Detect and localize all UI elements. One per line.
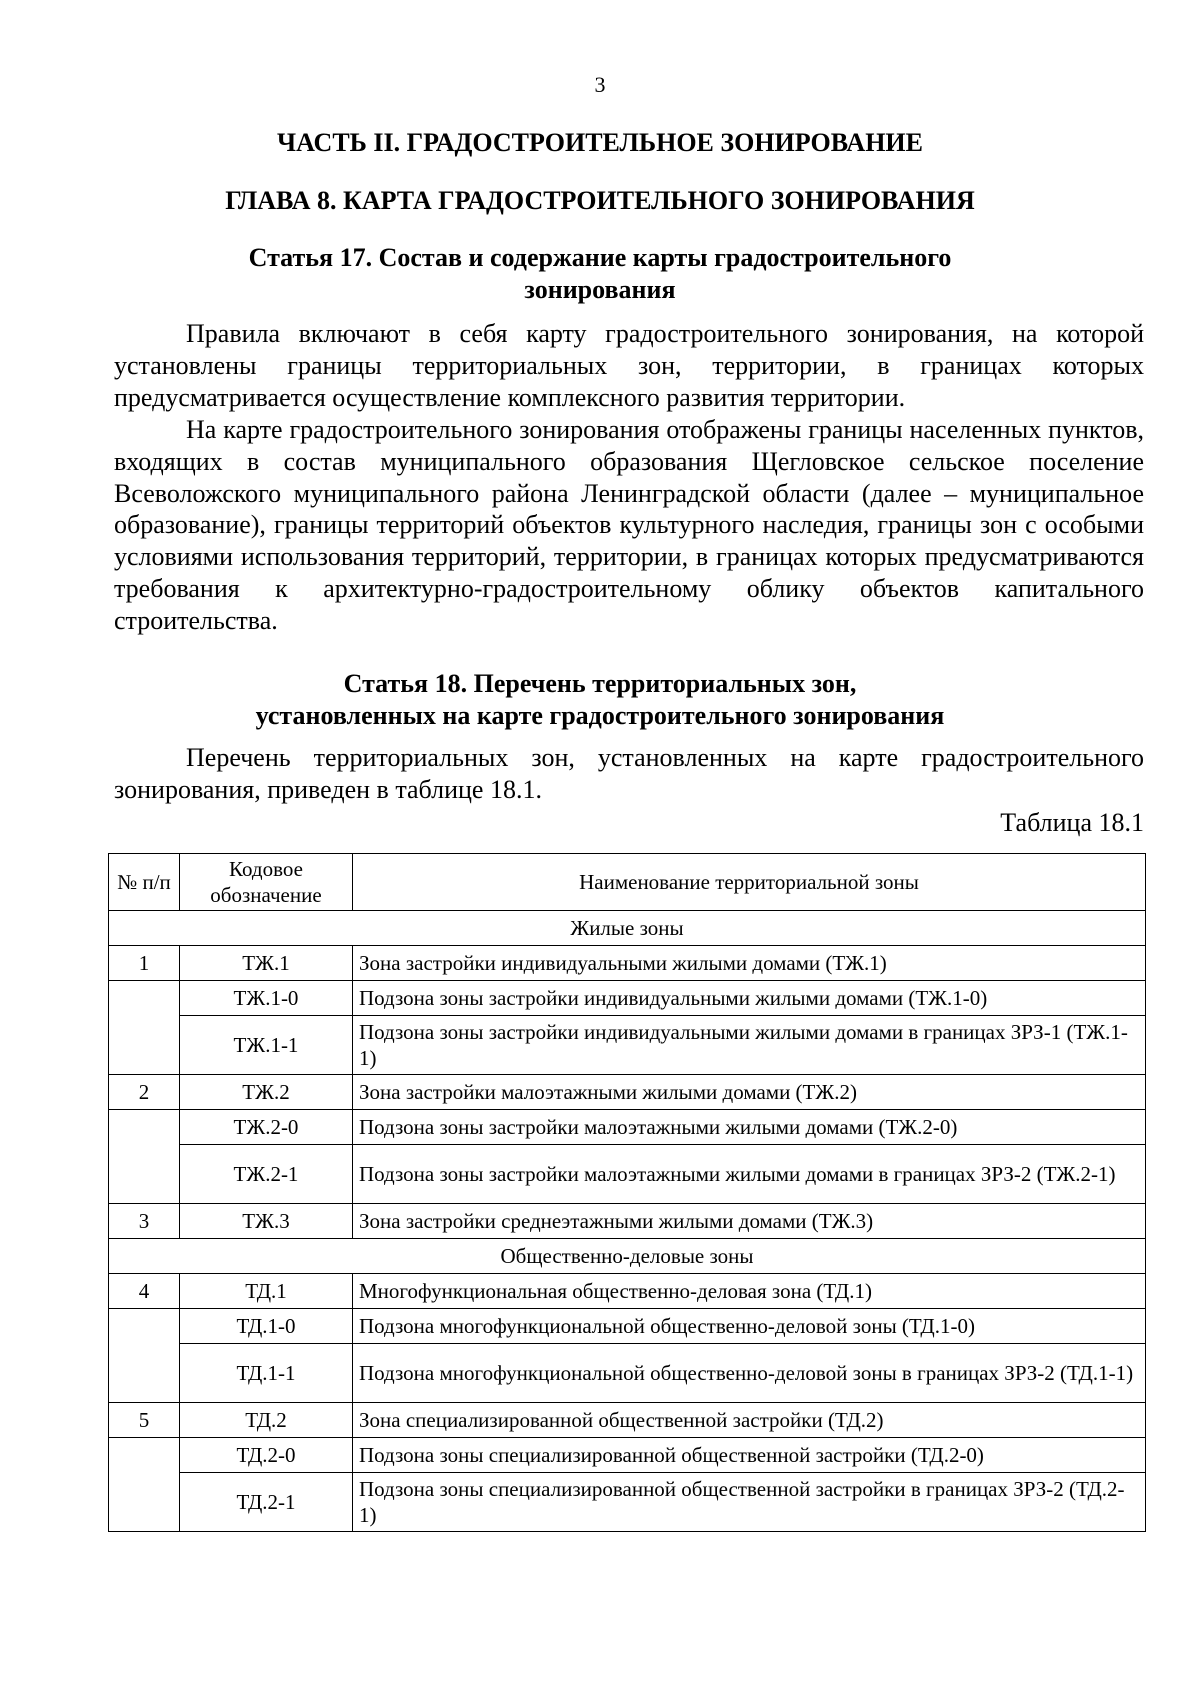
row-name: Подзона многофункциональной общественно-деловой зоны (ТД.1-0) [353,1309,1146,1344]
table-row [109,946,1146,981]
article-17-title-line2: зонирования [524,275,676,304]
article-18-title [0,668,1200,732]
row-num: 1 [109,946,180,981]
row-code: ТД.2-1 [180,1473,353,1532]
row-name: Подзона многофункциональной общественно-деловой зоны в границах ЗРЗ-2 (ТД.1-1) [353,1344,1146,1403]
table-row [109,1016,1146,1075]
table-row [109,1274,1146,1309]
table-row [109,1204,1146,1239]
table-row [109,1403,1146,1438]
group-row-residential [109,911,1146,946]
row-num: 4 [109,1274,180,1309]
article-17-title [0,242,1200,306]
row-code: ТД.2 [180,1403,353,1438]
article-18-title-line1: Статья 18. Перечень территориальных зон, [343,669,857,698]
page-number: 3 [594,72,606,97]
row-code: ТЖ.3 [180,1204,353,1239]
row-code: ТЖ.1-1 [180,1016,353,1075]
row-name: Подзона зоны специализированной общественной застройки в границах ЗРЗ-2 (ТД.2-1) [353,1473,1146,1532]
table-row [109,981,1146,1016]
header-code: Кодовое обозначение [180,854,353,911]
article-18-paragraph: Перечень территориальных зон, установленных на карте градостроительного зонирования, приведен в таблице 18.1. [114,743,1144,804]
row-name: Подзона зоны застройки индивидуальными жилыми домами в границах ЗРЗ-1 (ТЖ.1-1) [353,1016,1146,1075]
row-code: ТЖ.1-0 [180,981,353,1016]
table-row [109,1473,1146,1532]
row-num [109,1438,180,1532]
row-name: Зона застройки малоэтажными жилыми домами (ТЖ.2) [353,1075,1146,1110]
row-num [109,1309,180,1403]
table-caption: Таблица 18.1 [1000,808,1144,837]
table-row [109,1075,1146,1110]
row-name: Зона застройки индивидуальными жилыми домами (ТЖ.1) [353,946,1146,981]
row-name: Зона специализированной общественной застройки (ТД.2) [353,1403,1146,1438]
row-code: ТЖ.2-0 [180,1110,353,1145]
article-17-title-line1: Статья 17. Состав и содержание карты градостроительного [248,243,952,272]
row-name: Подзона зоны застройки малоэтажными жилыми домами в границах ЗРЗ-2 (ТЖ.2-1) [353,1145,1146,1204]
article-17-paragraph-2: На карте градостроительного зонирования отображены границы населенных пунктов, входящих в состав муниципального образования Щегловское сельское поселение Всеволожского муниципального района Ленинградской области (далее – муниципальное образование), границы территорий объектов культурного наследия, границы зон с особыми условиями использования территорий, территории, в границах которых предусматриваются требования к архитектурно-градостроительному облику объектов капитального строительства. [114,415,1144,635]
group-label: Жилые зоны [109,911,1146,946]
article-17-paragraph-1: Правила включают в себя карту градостроительного зонирования, на которой установлены границы территориальных зон, территории, в границах которых предусматривается осуществление комплексного развития территории. [114,319,1144,412]
row-num: 5 [109,1403,180,1438]
row-code: ТД.1-0 [180,1309,353,1344]
row-num [109,1110,180,1204]
row-num: 2 [109,1075,180,1110]
row-code: ТД.2-0 [180,1438,353,1473]
article-18-title-line2: установленных на карте градостроительного зонирования [255,701,945,730]
row-code: ТД.1-1 [180,1344,353,1403]
table-header-row [109,854,1146,911]
zones-table [108,853,1146,1532]
part-title: ЧАСТЬ II. ГРАДОСТРОИТЕЛЬНОЕ ЗОНИРОВАНИЕ [276,128,923,157]
group-label: Общественно-деловые зоны [109,1239,1146,1274]
table-row [109,1438,1146,1473]
row-name: Подзона зоны застройки индивидуальными жилыми домами (ТЖ.1-0) [353,981,1146,1016]
row-code: ТЖ.1 [180,946,353,981]
row-name: Подзона зоны застройки малоэтажными жилыми домами (ТЖ.2-0) [353,1110,1146,1145]
row-name: Зона застройки среднеэтажными жилыми домами (ТЖ.3) [353,1204,1146,1239]
row-code: ТД.1 [180,1274,353,1309]
table-row [109,1309,1146,1344]
table-row [109,1110,1146,1145]
header-name: Наименование территориальной зоны [353,854,1146,911]
chapter-title: ГЛАВА 8. КАРТА ГРАДОСТРОИТЕЛЬНОГО ЗОНИРОВАНИЯ [225,186,975,215]
table-row [109,1145,1146,1204]
row-num: 3 [109,1204,180,1239]
table-row [109,1344,1146,1403]
header-num: № п/п [109,854,180,911]
row-num [109,981,180,1075]
row-name: Подзона зоны специализированной общественной застройки (ТД.2-0) [353,1438,1146,1473]
row-code: ТЖ.2-1 [180,1145,353,1204]
group-row-business [109,1239,1146,1274]
row-name: Многофункциональная общественно-деловая зона (ТД.1) [353,1274,1146,1309]
row-code: ТЖ.2 [180,1075,353,1110]
